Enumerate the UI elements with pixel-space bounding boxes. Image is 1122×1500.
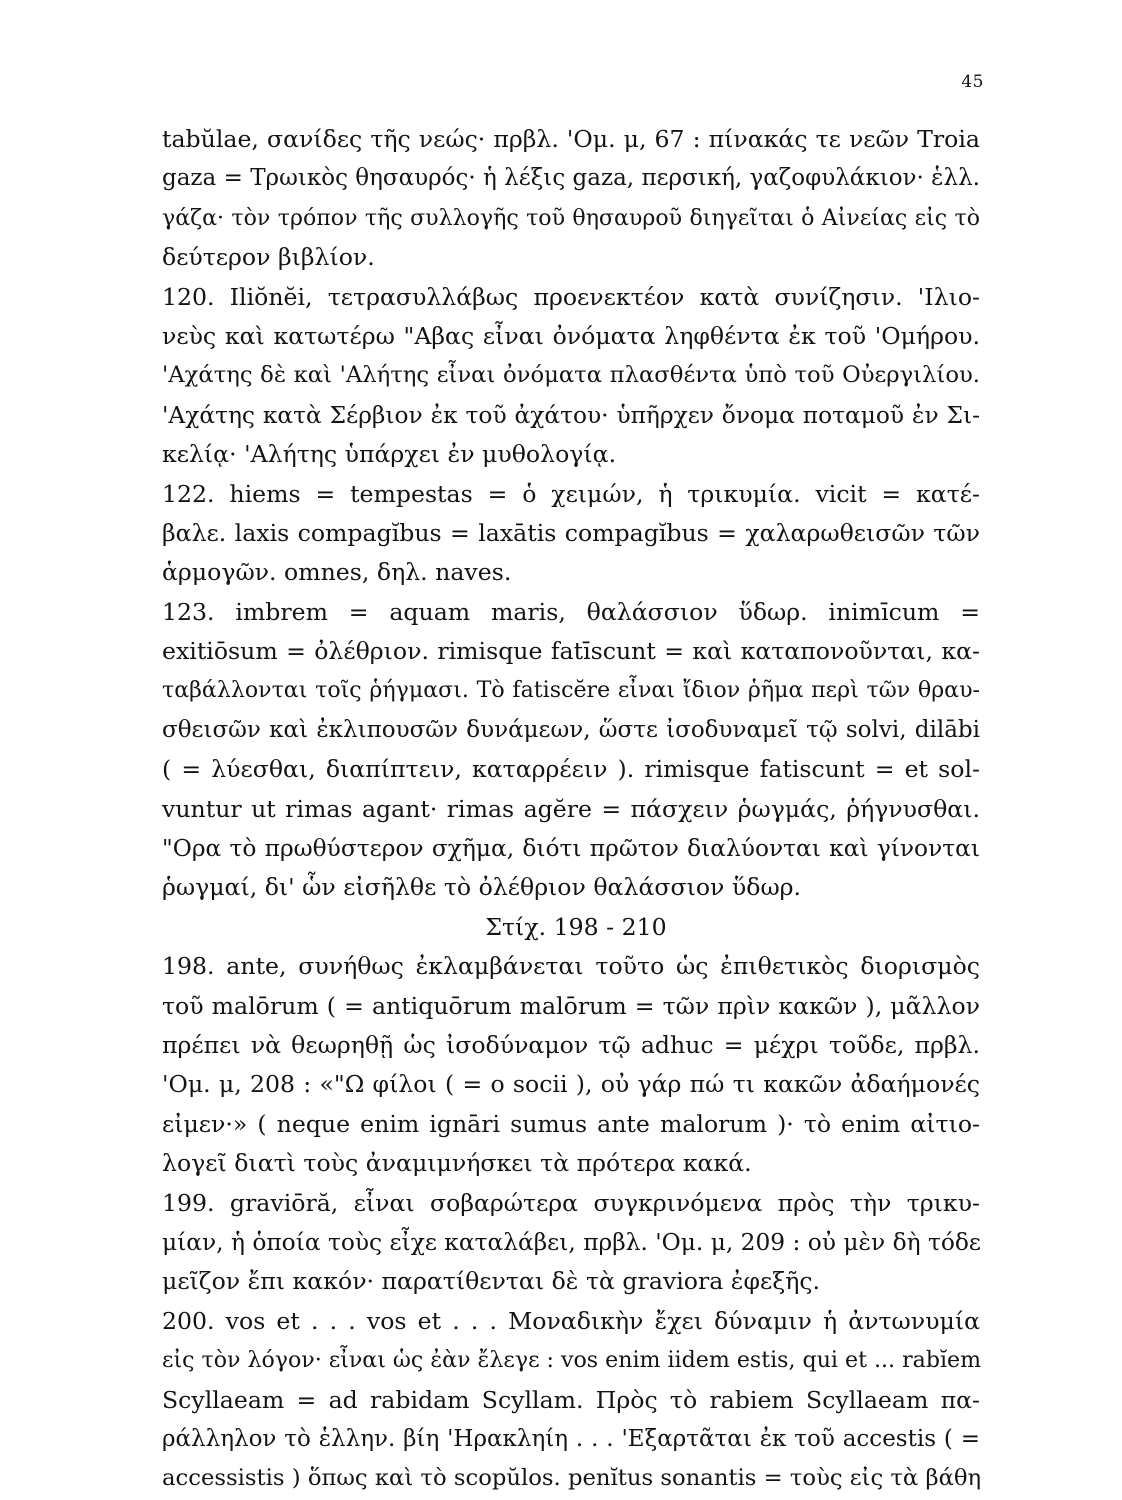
text-line: κελίᾳ· 'Αλήτης ὑπάρχει ἐν μυθολογίᾳ. bbox=[162, 440, 617, 469]
text-line: ῥωγμαί, δι' ὧν εἰσῆλθε τὸ ὀλέθριον θαλάσσιον ὕδωρ. bbox=[162, 873, 802, 902]
text-line: 200. vos et . . . vos et . . . Μοναδικὴν ἔχει δύναμιν ἡ ἀντωνυμία bbox=[162, 1306, 980, 1335]
text-line: 120. Iliŏnĕi, τετρασυλλάβως προενεκτέον κατὰ συνίζησιν. 'Ιλιο- bbox=[162, 282, 980, 311]
commentary-text bbox=[162, 120, 980, 1499]
text-line: εἰς τὸν λόγον· εἶναι ὡς ἐὰν ἔλεγε : vos enim iidem estis, qui et ... rabĭem bbox=[162, 1347, 982, 1374]
page-number: 45 bbox=[961, 72, 984, 92]
text-line: accessistis ) ὅπως καὶ τὸ scopŭlos. penĭtus sonantis = τοὺς εἰς τὰ βάθη bbox=[162, 1465, 982, 1492]
text-line: ἁρμογῶν. omnes, δηλ. naves. bbox=[162, 558, 512, 587]
text-line: νεὺς καὶ κατωτέρω "Αβας εἶναι ὀνόματα ληφθέντα ἐκ τοῦ 'Ομήρου. bbox=[162, 321, 980, 350]
text-line: 'Αχάτης δὲ καὶ 'Αλήτης εἶναι ὀνόματα πλασθέντα ὑπὸ τοῦ Οὐεργιλίου. bbox=[162, 362, 980, 389]
section-heading bbox=[162, 908, 980, 947]
text-line: Scyllaeam = ad rabidam Scyllam. Πρὸς τὸ rabiem Scyllaeam πα- bbox=[162, 1385, 980, 1414]
text-line: δεύτερον βιβλίον. bbox=[162, 243, 375, 272]
text-line: λογεῖ διατὶ τοὺς ἀναμιμνήσκει τὰ πρότερα κακά. bbox=[162, 1149, 752, 1178]
text-line: exitiōsum = ὀλέθριον. rimisque fatīscunt = καὶ καταπονοῦνται, κα- bbox=[162, 637, 980, 666]
text-line: gaza = Τρωικὸς θησαυρός· ἡ λέξις gaza, περσική, γαζοφυλάκιον· ἑλλ. bbox=[162, 165, 980, 192]
text-line: βαλε. laxis compagĭbus = laxātis compagĭbus = χαλαρωθεισῶν τῶν bbox=[162, 518, 980, 547]
text-line: σθεισῶν καὶ ἐκλιπουσῶν δυνάμεων, ὥστε ἰσοδυναμεῖ τῷ solvi, dilābi bbox=[162, 716, 980, 743]
text-line: πρέπει νὰ θεωρηθῇ ὡς ἰσοδύναμον τῷ adhuc = μέχρι τοῦδε, πρβλ. bbox=[162, 1030, 980, 1059]
text-line: tabŭlae, σανίδες τῆς νεώς· πρβλ. 'Ομ. μ, 67 : πίνακάς τε νεῶν Troia bbox=[162, 125, 980, 153]
text-line: "Ορα τὸ πρωθύστερον σχῆμα, διότι πρῶτον διαλύονται καὶ γίνονται bbox=[162, 835, 980, 863]
text-line: τοῦ malōrum ( = antiquōrum malōrum = τῶν πρὶν κακῶν ), μᾶλλον bbox=[162, 991, 980, 1020]
text-line: 'Ομ. μ, 208 : «"Ω φίλοι ( = o socii ), οὐ γάρ πώ τι κακῶν ἀδαήμονές bbox=[162, 1070, 980, 1099]
text-line: 123. imbrem = aquam maris, θαλάσσιον ὕδωρ. inimīcum = bbox=[162, 597, 980, 626]
text-line: 199. graviōră, εἶναι σοβαρώτερα συγκρινόμενα πρὸς τὴν τρικυ- bbox=[162, 1188, 980, 1217]
text-line: 198. ante, συνήθως ἐκλαμβάνεται τοῦτο ὡς ἐπιθετικὸς διορισμὸς bbox=[162, 952, 980, 981]
text-line: 122. hiems = tempestas = ὁ χειμών, ἡ τρικυμία. vicit = κατέ- bbox=[162, 479, 980, 508]
text-line: ράλληλον τὸ ἑλλην. βίη 'Ηρακληίη . . . 'Εξαρτᾶται ἐκ τοῦ accestis ( = bbox=[162, 1425, 980, 1452]
text-line: εἰμεν·» ( neque enim ignāri sumus ante malorum )· τὸ enim αἰτιο- bbox=[162, 1109, 980, 1138]
text-line: μεῖζον ἔπι κακόν· παρατίθενται δὲ τὰ graviora ἐφεξῆς. bbox=[162, 1267, 821, 1296]
text-line: ταβάλλονται τοῖς ῥήγμασι. Τὸ fatiscĕre εἶναι ἴδιον ῥῆμα περὶ τῶν θραυ- bbox=[162, 677, 980, 704]
text-line: ( = λύεσθαι, διαπίπτειν, καταρρέειν ). rimisque fatiscunt = et sol- bbox=[162, 755, 980, 784]
text-line: μίαν, ἡ ὁποία τοὺς εἶχε καταλάβει, πρβλ. 'Ομ. μ, 209 : οὐ μὲν δὴ τόδε bbox=[162, 1228, 981, 1256]
text-line: vuntur ut rimas agant· rimas agĕre = πάσχειν ῥωγμάς, ῥήγνυσθαι. bbox=[162, 794, 980, 823]
text-line: γάζα· τὸν τρόπον τῆς συλλογῆς τοῦ θησαυροῦ διηγεῖται ὁ Αἰνείας εἰς τὸ bbox=[162, 204, 980, 231]
section-heading-text: Στίχ. 198 - 210 bbox=[485, 912, 667, 941]
text-line: 'Αχάτης κατὰ Σέρβιον ἐκ τοῦ ἀχάτου· ὑπῆρχεν ὄνομα ποταμοῦ ἐν Σι- bbox=[162, 401, 980, 429]
